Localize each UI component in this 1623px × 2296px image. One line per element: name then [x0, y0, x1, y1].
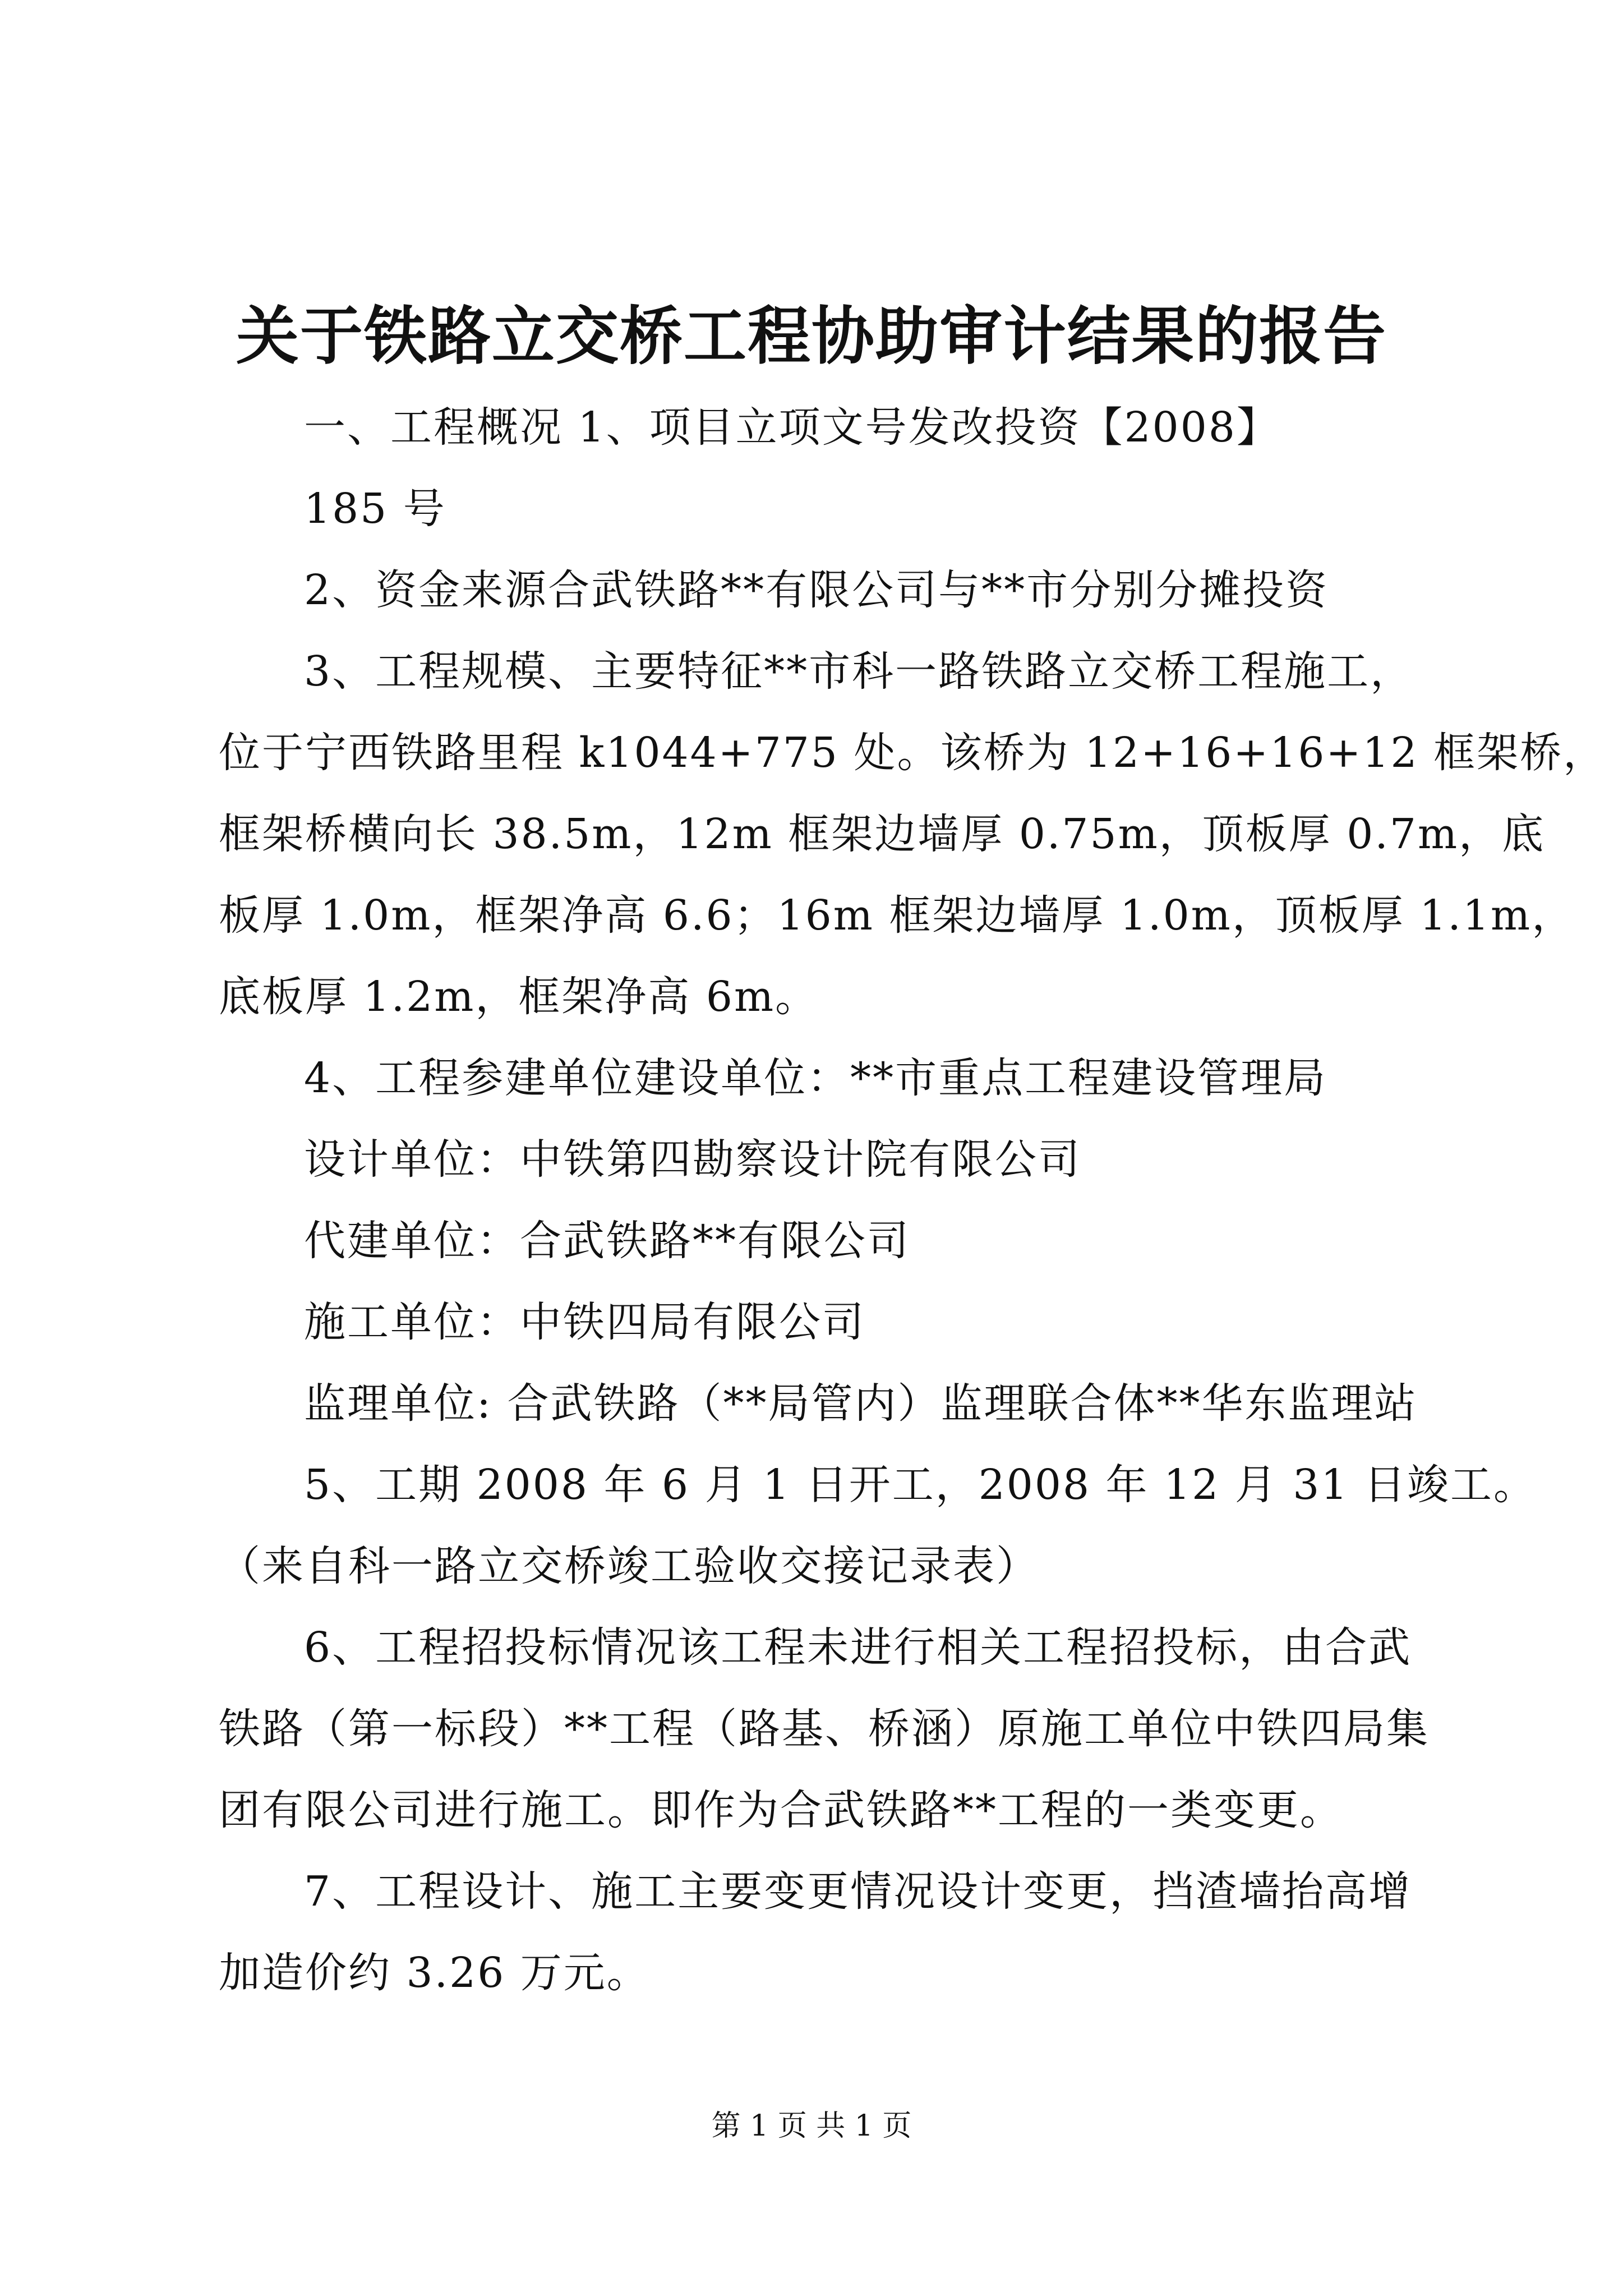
text-line: （来自科一路立交桥竣工验收交接记录表）	[219, 1542, 1039, 1590]
text-line: 位于宁西铁路里程 k1044+775 处。该桥为 12+16+16+12 框架桥，	[219, 729, 1607, 777]
page-footer: 第 1 页 共 1 页	[711, 2109, 912, 2143]
text-line: 设计单位：中铁第四勘察设计院有限公司	[304, 1135, 1081, 1184]
text-line: 代建单位：合武铁路**有限公司	[304, 1217, 910, 1265]
text-line: 加造价约 3.26 万元。	[219, 1949, 650, 1997]
text-line: 铁路（第一标段）**工程（路基、桥涵）原施工单位中铁四局集	[219, 1705, 1430, 1753]
text-line: 框架桥横向长 38.5m，12m 框架边墙厚 0.75m，顶板厚 0.7m，底	[219, 810, 1546, 858]
text-line: 5、工期 2008 年 6 月 1 日开工，2008 年 12 月 31 日竣工。	[304, 1461, 1537, 1509]
text-line: 板厚 1.0m，框架净高 6.6；16m 框架边墙厚 1.0m，顶板厚 1.1m，	[219, 891, 1575, 940]
text-line: 一、工程概况 1、项目立项文号发改投资【2008】	[304, 403, 1280, 452]
document-title: 关于铁路立交桥工程协助审计结果的报告	[236, 300, 1387, 373]
document-body	[219, 387, 1607, 2014]
text-line: 4、工程参建单位建设单位：**市重点工程建设管理局	[304, 1054, 1327, 1102]
text-line: 团有限公司进行施工。即作为合武铁路**工程的一类变更。	[219, 1786, 1343, 1834]
text-line: 施工单位：中铁四局有限公司	[304, 1298, 865, 1346]
text-line: 底板厚 1.2m，框架净高 6m。	[219, 973, 819, 1021]
text-line: 185 号	[304, 485, 446, 533]
text-line: 7、工程设计、施工主要变更情况设计变更，挡渣墙抬高增	[304, 1867, 1412, 1916]
text-line: 3、工程规模、主要特征**市科一路铁路立交桥工程施工，	[304, 647, 1414, 696]
text-line: 6、工程招投标情况该工程未进行相关工程招投标，由合武	[304, 1623, 1412, 1672]
text-line: 监理单位: 合武铁路（**局管内）监理联合体**华东监理站	[304, 1379, 1418, 1428]
text-line: 2、资金来源合武铁路**有限公司与**市分别分摊投资	[304, 566, 1329, 614]
